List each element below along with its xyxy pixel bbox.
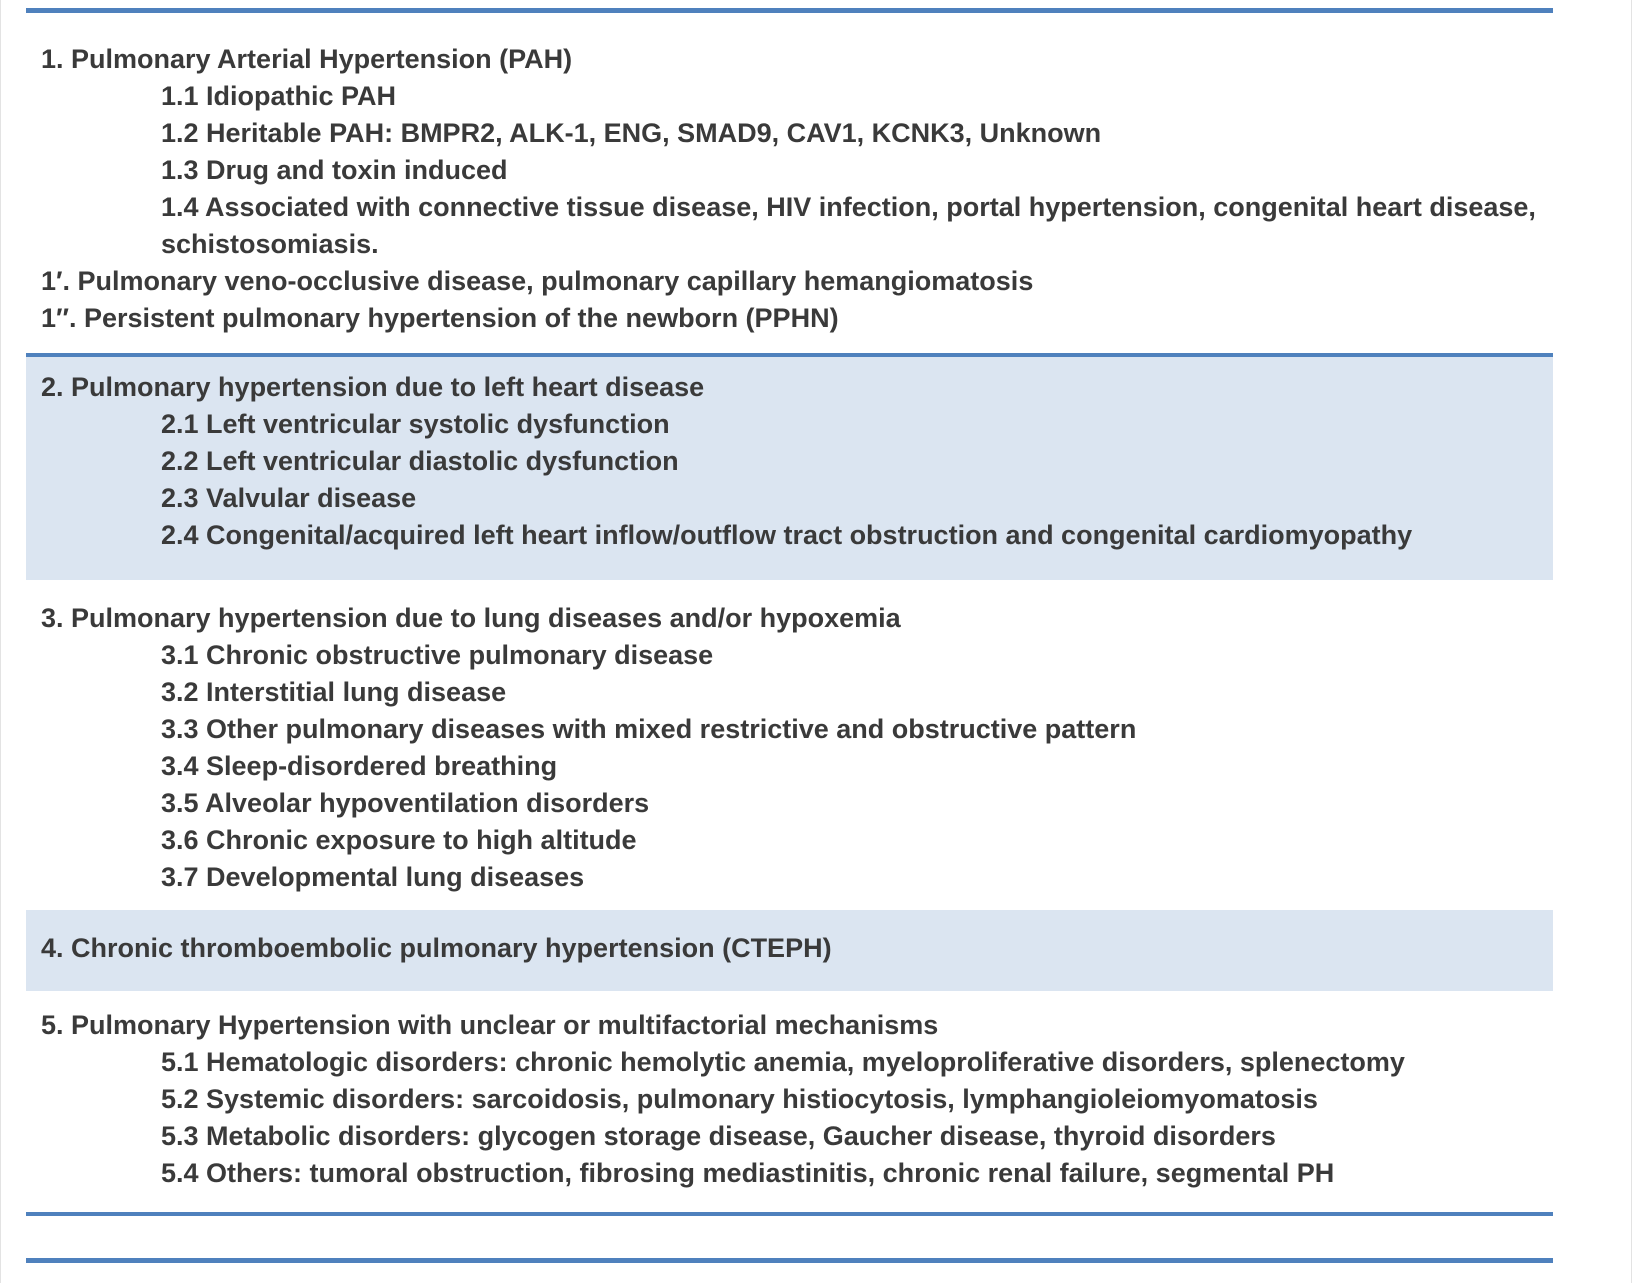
section-2-item: 2.3 Valvular disease [161,483,417,513]
section-5-title: 5. Pulmonary Hypertension with unclear or multifactorial mechanisms [41,1010,939,1040]
section-3-item: 3.1 Chronic obstructive pulmonary disease [161,640,714,670]
classification-section-5 [26,1007,1553,1212]
section-4-title: 4. Chronic thromboembolic pulmonary hypertension (CTEPH) [41,933,832,963]
classification-table [26,0,1553,1263]
section-1-item: 1.3 Drug and toxin induced [161,155,508,185]
section-3-title: 3. Pulmonary hypertension due to lung diseases and/or hypoxemia [41,603,901,633]
section-3-item: 3.5 Alveolar hypoventilation disorders [161,788,650,818]
classification-section-2 [26,357,1553,580]
classification-section-1 [26,13,1553,353]
classification-section-3 [26,600,1553,910]
section-5-item: 5.2 Systemic disorders: sarcoidosis, pulmonary histiocytosis, lymphangioleiomyomatosis [161,1084,1318,1114]
classification-section-4 [26,910,1553,991]
section-2-item: 2.2 Left ventricular diastolic dysfunction [161,446,679,476]
section-2-item: 2.1 Left ventricular systolic dysfunction [161,409,670,439]
section-1-item: 1′′. Persistent pulmonary hypertension of the newborn (PPHN) [41,303,839,333]
section-1-item: 1.1 Idiopathic PAH [161,81,397,111]
section-3-item: 3.6 Chronic exposure to high altitude [161,825,637,855]
footer-gap [26,1216,1553,1258]
section-2-item: 2.4 Congenital/acquired left heart inflow/outflow tract obstruction and congenital cardiomyopathy [161,520,1413,550]
section-2-title: 2. Pulmonary hypertension due to left heart disease [41,372,705,402]
section-1-item: 1′. Pulmonary veno-occlusive disease, pulmonary capillary hemangiomatosis [41,266,1034,296]
section-3-item: 3.3 Other pulmonary diseases with mixed restrictive and obstructive pattern [161,714,1137,744]
separator-rule-bottom [26,1258,1553,1263]
section-5-item: 5.1 Hematologic disorders: chronic hemolytic anemia, myeloproliferative disorders, splenectomy [161,1047,1405,1077]
section-1-title: 1. Pulmonary Arterial Hypertension (PAH) [41,44,573,74]
section-5-item: 5.3 Metabolic disorders: glycogen storage disease, Gaucher disease, thyroid disorders [161,1121,1276,1151]
section-1-item: 1.2 Heritable PAH: BMPR2, ALK-1, ENG, SMAD9, CAV1, KCNK3, Unknown [161,118,1102,148]
section-3-item: 3.2 Interstitial lung disease [161,677,507,707]
section-3-item: 3.7 Developmental lung diseases [161,862,585,892]
section-3-item: 3.4 Sleep-disordered breathing [161,751,558,781]
section-1-item: 1.4 Associated with connective tissue disease, HIV infection, portal hypertension, congenital heart disease, schistosomiasis. [161,192,1536,259]
section-5-item: 5.4 Others: tumoral obstruction, fibrosing mediastinitis, chronic renal failure, segmental PH [161,1158,1335,1188]
